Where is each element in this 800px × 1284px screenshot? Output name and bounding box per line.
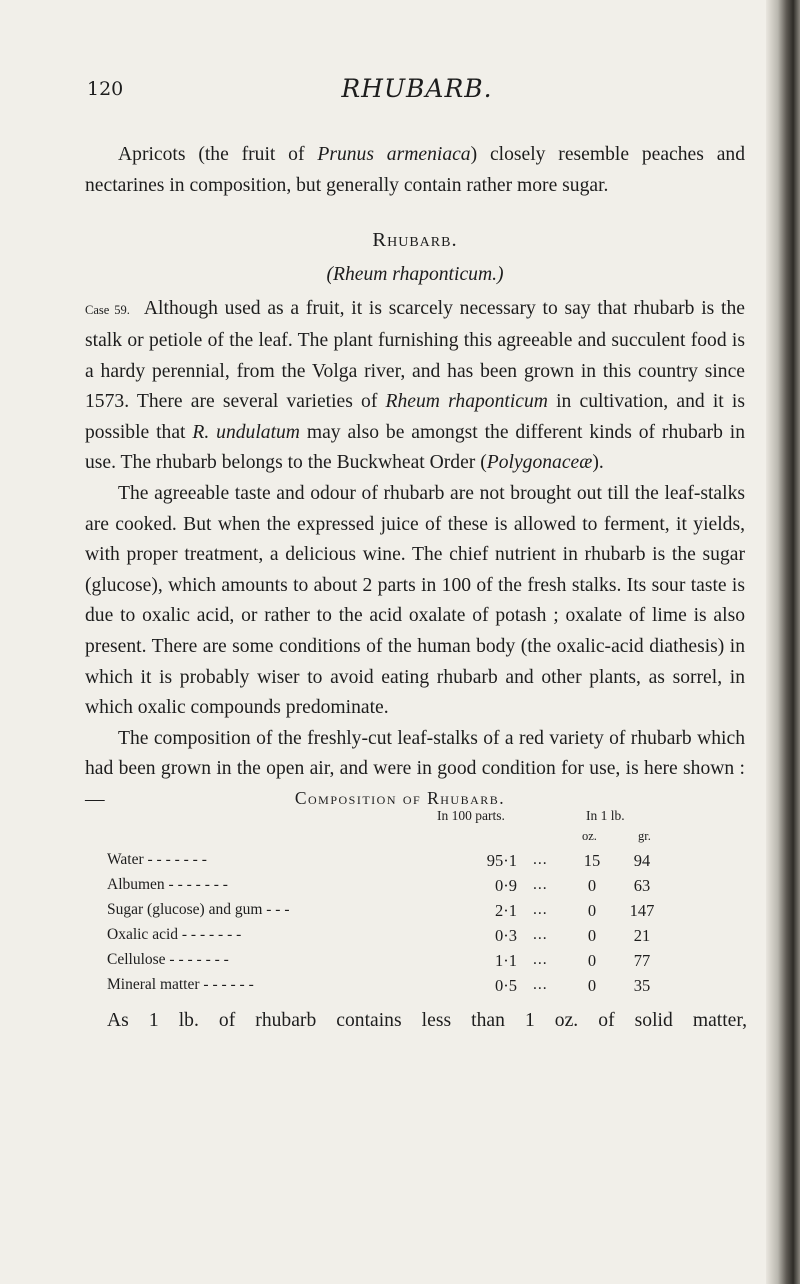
unit-gr: gr. xyxy=(638,829,651,843)
row-oz: 15 xyxy=(583,851,601,870)
page-number: 120 xyxy=(87,78,124,100)
section-title: Rhubarb. xyxy=(372,229,458,252)
row-parts: 0·3 xyxy=(495,926,517,945)
case-text-3: may also be amongst the different kinds of rhubarb in use. The rhubarb belongs to the Buckwheat Order ( xyxy=(85,421,745,474)
row-leader: ... xyxy=(533,876,548,893)
row-parts: 0·9 xyxy=(495,876,517,895)
row-parts: 0·5 xyxy=(495,976,517,995)
row-name: Cellulose - - - - - - - xyxy=(107,951,229,968)
table-row xyxy=(107,976,747,1000)
row-gr: 94 xyxy=(633,851,651,870)
row-oz: 0 xyxy=(587,951,597,970)
row-leader: ... xyxy=(533,926,548,943)
row-leader: ... xyxy=(533,851,548,868)
row-name: Water - - - - - - - xyxy=(107,851,207,868)
running-head: RHUBARB. xyxy=(341,74,493,103)
case-order-name: Polygonaceæ xyxy=(486,452,593,474)
case-label: Case 59. xyxy=(85,303,130,318)
row-parts: 1·1 xyxy=(495,951,517,970)
case-text-4: ). xyxy=(592,452,604,474)
row-name: Oxalic acid - - - - - - - xyxy=(107,926,242,943)
column-header-parts: In 100 parts. xyxy=(437,808,505,823)
row-gr: 147 xyxy=(629,901,655,920)
table-row xyxy=(107,926,747,950)
closing-line: As 1 lb. of rhubarb contains less than 1 oz. of solid matter, xyxy=(107,1010,747,1031)
page-header xyxy=(87,74,747,108)
row-name: Mineral matter - - - - - - xyxy=(107,976,254,993)
intro-paragraph xyxy=(85,140,745,201)
row-oz: 0 xyxy=(587,876,597,895)
case-species-1: Rheum rhaponticum xyxy=(385,391,548,413)
paragraph-2: The agreeable taste and odour of rhubarb are not brought out till the leaf-stalks are cooked. But when the expressed juice of these is allowed to ferment, it yields, with proper treatment, a delicious wine. The chief nutrient in rhubarb is the sugar (glucose), which amounts to about 2 parts in 100 of the fresh stalks. Its sour taste is due to oxalic acid, or rather to the acid oxalate of potash ; oxalate of lime is also present. There are some conditions of the human body (the oxalic-acid diathesis) in which it is probably wiser to avoid eating rhubarb and other plants, as sorrel, in which oxalic compounds predominate. xyxy=(85,482,745,719)
row-gr: 63 xyxy=(633,876,651,895)
book-binding-edge xyxy=(766,0,800,1284)
body-text xyxy=(85,140,745,815)
row-gr: 77 xyxy=(633,951,651,970)
row-gr: 35 xyxy=(633,976,651,995)
table-title: Composition of Rhubarb. xyxy=(294,788,506,808)
row-parts: 95·1 xyxy=(486,851,517,870)
case-species-2: R. undulatum xyxy=(192,421,300,443)
case-paragraph xyxy=(85,294,745,479)
intro-species-name: Prunus armeniaca xyxy=(317,144,471,165)
paragraph-3: The composition of the freshly-cut leaf-stalks of a red variety of rhubarb which had been grown in the open air, and were in good condition for use, is here shown :— xyxy=(85,727,745,810)
intro-text-2: ) closely resemble peaches and nectarines in composition, but generally contain rather more sugar. xyxy=(85,144,746,196)
table-row xyxy=(107,876,747,900)
row-oz: 0 xyxy=(587,926,597,945)
case-text-2: in cultivation, and it is possible that xyxy=(85,391,745,443)
row-leader: ... xyxy=(533,976,548,993)
row-leader: ... xyxy=(533,951,548,968)
column-header-lb: In 1 lb. xyxy=(586,808,625,823)
intro-text-1: Apricots (the fruit of xyxy=(118,144,318,165)
unit-oz: oz. xyxy=(582,829,597,843)
row-oz: 0 xyxy=(587,901,597,920)
table-row xyxy=(107,951,747,975)
row-oz: 0 xyxy=(587,976,597,995)
table-row xyxy=(107,901,747,925)
table-row xyxy=(107,851,747,875)
row-name: Sugar (glucose) and gum - - - xyxy=(107,901,290,918)
row-leader: ... xyxy=(533,901,548,918)
case-text-1: Although used as a fruit, it is scarcely necessary to say that rhubarb is the stalk or petiole of the leaf. The plant furnishing this agreeable and succulent food is a hardy perennial, from the Volga river, and has been grown in this country since 1573. There are several varieties of xyxy=(85,298,745,413)
row-parts: 2·1 xyxy=(495,901,517,920)
section-subtitle: (Rheum rhaponticum.) xyxy=(326,263,504,285)
row-gr: 21 xyxy=(633,926,651,945)
row-name: Albumen - - - - - - - xyxy=(107,876,228,893)
